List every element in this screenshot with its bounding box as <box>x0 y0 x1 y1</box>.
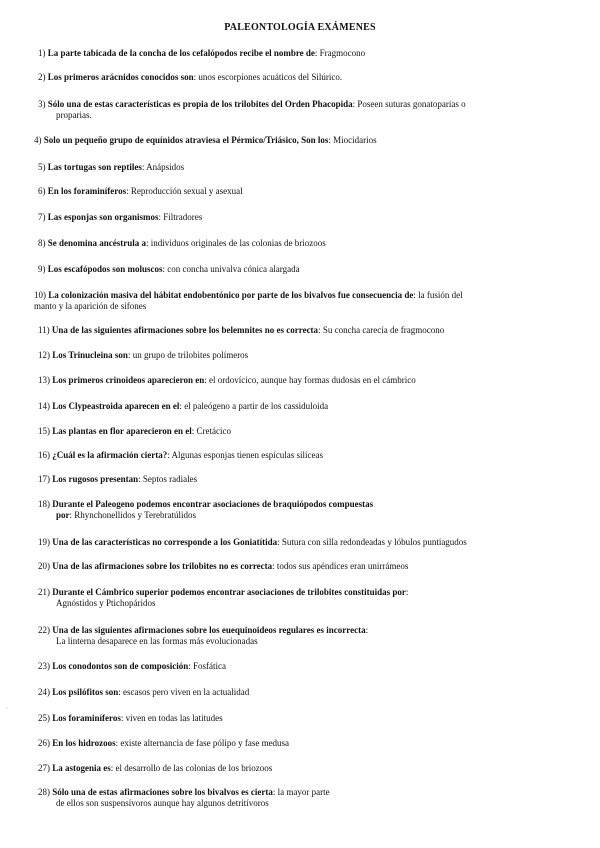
question-number: 21) <box>38 587 53 597</box>
separator: : <box>110 763 116 773</box>
separator: : <box>167 450 172 460</box>
answer-text: Septos radiales <box>142 474 198 484</box>
answer-continuation: manto y la aparición de sifones <box>34 301 147 311</box>
answer-text: Filtradores <box>163 212 203 222</box>
question-text: Los psilófitos son <box>52 687 119 697</box>
answer-text: con concha univalva cónica alargada <box>167 264 300 274</box>
question-item <box>34 135 377 146</box>
question-text: Los escafópodos son moluscos <box>47 264 163 274</box>
question-item <box>38 687 249 698</box>
question-text: Los Trinucleina son <box>52 350 128 360</box>
question-text: Sólo una de estas afirmaciones sobre los bivalvos es cierta <box>52 787 273 797</box>
answer-text: viven en todas las latitudes <box>125 713 223 723</box>
question-number: 16) <box>38 450 53 460</box>
separator: : <box>318 325 323 335</box>
answer-text: Su concha carecía de fragmocono <box>322 325 445 335</box>
question-text: En los hidrozoos <box>52 738 116 748</box>
question-item <box>38 713 223 724</box>
separator: : <box>188 661 194 671</box>
separator: : <box>120 713 126 723</box>
question-number: 27) <box>38 763 53 773</box>
answer-text: Algunas esponjas tienen espículas silíceas <box>171 450 323 460</box>
separator: : <box>277 537 282 547</box>
question-number: 2) <box>38 72 48 82</box>
question-item <box>38 587 408 609</box>
separator: : <box>118 687 124 697</box>
answer-text: existe alternancia de fase pólipo y fase medusa <box>120 738 290 748</box>
question-number: 4) <box>34 135 44 145</box>
question-text: La parte tabicada de la concha de los cefalópodos recibe el nombre de <box>47 48 315 58</box>
answer-continuation: La linterna desaparece en las formas más evolucionadas <box>56 636 258 646</box>
question-item <box>38 162 184 173</box>
separator: : <box>141 162 147 172</box>
question-item <box>38 350 248 361</box>
separator: : <box>328 135 334 145</box>
question-text: Los primeros crinoideos aparecieron en <box>52 375 205 385</box>
question-number: 17) <box>38 474 53 484</box>
separator: : <box>413 290 419 300</box>
separator: : <box>115 738 121 748</box>
question-item <box>38 72 342 83</box>
question-number: 12) <box>38 350 53 360</box>
question-number: 25) <box>38 713 53 723</box>
separator: : <box>314 48 320 58</box>
answer-continuation: Agnóstidos y Ptichopáridos <box>56 598 156 608</box>
answer-text: Rhynchonellidos y Terebratúlidos <box>74 510 196 520</box>
question-text: Una de las afirmaciones sobre los trilobites no es correcta <box>52 561 273 571</box>
question-number: 6) <box>38 186 48 196</box>
question-number: 22) <box>38 625 53 635</box>
answer-text: Reproducción sexual y asexual <box>130 186 243 196</box>
question-text: Los Clypeastroida aparecen en el <box>52 401 180 411</box>
question-number: 10) <box>34 290 49 300</box>
question-item <box>38 625 368 647</box>
question-number: 18) <box>38 499 53 509</box>
answer-text: Cretácico <box>196 426 231 436</box>
stray-mark: · <box>6 706 8 712</box>
question-text: Durante el Paleogeno podemos encontrar asociaciones de braquiópodos compuestas <box>52 499 374 509</box>
answer-text: unos escorpiones acuáticos del Silúrico. <box>198 72 343 82</box>
answer-text: Sutura con silla redondeadas y lóbulos puntiagudos <box>281 537 467 547</box>
answer-text: Anápsidos <box>146 162 185 172</box>
question-number: 26) <box>38 738 53 748</box>
question-text: La astogenia es <box>52 763 111 773</box>
separator: : <box>405 587 409 597</box>
question-number: 24) <box>38 687 53 697</box>
question-number: 28) <box>38 787 53 797</box>
question-text: Una de las siguientes afirmaciones sobre los euequinoideos regulares es incorrecta <box>52 625 366 635</box>
question-item <box>38 238 326 249</box>
question-item <box>38 474 197 485</box>
answer-text: Miocidarios <box>333 135 377 145</box>
question-text: Las esponjas son organismos <box>47 212 159 222</box>
separator: : <box>204 375 210 385</box>
question-item <box>38 401 328 412</box>
question-item <box>38 212 202 223</box>
separator: : <box>146 238 151 248</box>
answer-text: la fusión del <box>418 290 463 300</box>
answer-text: Fragmocono <box>319 48 366 58</box>
page-title: PALEONTOLOGÍA EXÁMENES <box>224 22 376 33</box>
separator: : <box>193 72 199 82</box>
separator: : <box>158 212 164 222</box>
separator: : <box>179 401 185 411</box>
question-number: 3) <box>38 99 48 109</box>
question-number: 8) <box>38 238 48 248</box>
question-text: Sólo una de estas características es propia de los trilobites del Orden Phacopida <box>47 99 353 109</box>
question-number: 7) <box>38 212 48 222</box>
question-item <box>38 661 226 672</box>
question-item <box>34 290 463 312</box>
question-item <box>38 48 365 59</box>
question-text: En los foraminíferos <box>47 186 127 196</box>
question-number: 11) <box>38 325 52 335</box>
question-text: ¿Cuál es la afirmación cierta? <box>52 450 168 460</box>
separator: : <box>272 561 277 571</box>
answer-text: el desarrollo de las colonias de los briozoos <box>115 763 273 773</box>
question-text: Durante el Cámbrico superior podemos encontrar asociaciones de trilobites constituidas por <box>52 587 406 597</box>
answer-text: escasos pero viven en la actualidad <box>123 687 250 697</box>
separator: : <box>365 625 369 635</box>
question-item <box>38 450 323 461</box>
question-item <box>38 561 408 572</box>
question-number: 14) <box>38 401 53 411</box>
question-number: 13) <box>38 375 53 385</box>
question-text-continued: por <box>56 510 70 520</box>
question-number: 15) <box>38 426 53 436</box>
question-item <box>38 738 289 749</box>
question-number: 19) <box>38 537 53 547</box>
separator: : <box>352 99 358 109</box>
question-item <box>38 186 243 197</box>
separator: : <box>162 264 168 274</box>
answer-text: el paleógeno a partir de los cassiduloida <box>184 401 329 411</box>
separator: : <box>191 426 197 436</box>
separator: : <box>138 474 143 484</box>
question-text: Los primeros arácnidos conocidos son <box>47 72 194 82</box>
answer-text: un grupo de trilobites polímeros <box>132 350 249 360</box>
question-item <box>38 99 466 121</box>
question-number: 5) <box>38 162 48 172</box>
answer-text: Poseen suturas gonatoparias o <box>357 99 466 109</box>
question-item <box>38 787 330 809</box>
question-text: Una de las siguientes afirmaciones sobre los belemnites no es correcta <box>51 325 319 335</box>
answer-text: todos sus apéndices eran unirrámeos <box>276 561 409 571</box>
question-text: Los rugosos presentan <box>52 474 139 484</box>
question-number: 1) <box>38 48 48 58</box>
question-text: Las plantas en flor aparecieron en el <box>52 426 192 436</box>
question-item <box>38 499 373 521</box>
answer-text: la mayor parte <box>277 787 330 797</box>
separator: : <box>69 510 75 520</box>
question-text: Se denomina ancéstrula a <box>47 238 147 248</box>
answer-text: Fosfática <box>193 661 227 671</box>
answer-text: el ordovícico, aunque hay formas dudosas en el cámbrico <box>209 375 416 385</box>
question-text: Solo un pequeño grupo de equínidos atraviesa el Pérmico/Triásico, Son los <box>43 135 329 145</box>
question-item <box>38 537 467 548</box>
answer-continuation: proparias. <box>56 110 92 120</box>
question-text: Las tortugas son reptiles <box>47 162 142 172</box>
question-number: 23) <box>38 661 53 671</box>
answer-text: individuos originales de las colonias de briozoos <box>150 238 326 248</box>
question-number: 20) <box>38 561 53 571</box>
question-item <box>38 426 231 437</box>
question-text: Los conodontos son de composición <box>52 661 189 671</box>
question-item <box>38 325 444 336</box>
separator: : <box>126 186 131 196</box>
question-continuation <box>38 510 373 521</box>
question-item <box>38 763 272 774</box>
question-item <box>38 375 416 386</box>
question-text: Una de las características no corresponde a los Goniatítida <box>52 537 278 547</box>
question-text: Los foraminíferos <box>52 713 121 723</box>
question-text: La colonización masiva del hábitat endobentónico por parte de los bivalvos fue consecuencia de <box>48 290 414 300</box>
separator: : <box>127 350 133 360</box>
separator: : <box>272 787 278 797</box>
question-item <box>38 264 300 275</box>
question-number: 9) <box>38 264 48 274</box>
answer-continuation: de ellos son suspensívoros aunque hay algunos detritívoros <box>56 798 269 808</box>
